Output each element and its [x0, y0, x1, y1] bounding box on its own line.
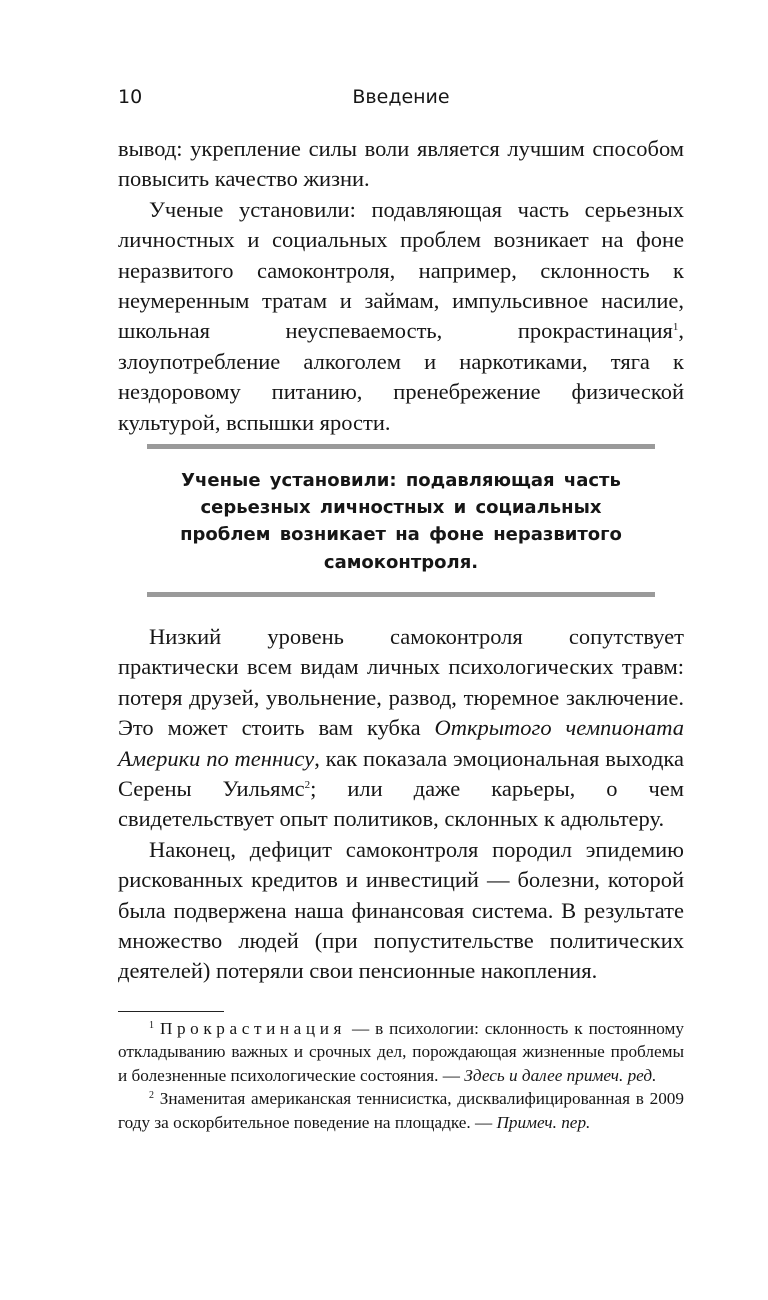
paragraph-continuation: вывод: укрепление силы воли является лучшим способом повысить качество жизни.: [118, 136, 684, 192]
footnote-2: $^2$ Знаменитая американская теннисистка, дисквалифицированная в 2009 году за оскорбительное поведение на площадке. — Примеч. пер.: [118, 1089, 684, 1132]
pullquote: [147, 467, 655, 576]
pullquote-line: самоконтроля.: [323, 551, 479, 573]
page-header: [118, 86, 684, 114]
paragraph-low-selfcontrol: Низкий уровень самоконтроля сопутствует практически всем видам личных психологических травм: потеря друзей, увольнение, развод, тюремное заключение. Это может стоить вам кубка Открытого чемпионата Америки по теннису, как показала эмоциональная выходка Серены Уильямс$^2$; или даже карьеры, о чем свидетельствует опыт политиков, склонных к адюльтеру.: [118, 624, 684, 832]
footnote-term: Прокрастинация: [159, 1019, 346, 1038]
pullquote-line: Ученые установили: подавляющая часть: [181, 470, 621, 491]
pullquote-line: серьезных личностных и социальных: [200, 497, 602, 519]
footnote-ref-1: 1: [672, 321, 679, 334]
paragraph-finance: Наконец, дефицит самоконтроля породил эпидемию рискованных кредитов и инвестиций — болезни, которой была подвержена наша финансовая система. В результате множество людей (при попустительстве политических деятелей) потеряли свои пенсионные накопления.: [118, 836, 684, 984]
page-number: 10: [118, 86, 143, 108]
pullquote-rule-top: [147, 444, 655, 449]
pullquote-line: проблем возникает на фоне неразвитого: [180, 524, 622, 546]
running-title: Введение: [352, 86, 450, 108]
text-block-top: [118, 134, 684, 438]
footnote-separator: [118, 1011, 224, 1012]
footnotes: [118, 1017, 684, 1134]
text-block-bottom: [118, 622, 684, 987]
italic-title: Открытого чемпионата Америки по теннису: [118, 715, 684, 771]
footnote-ref-2: 2: [304, 779, 311, 792]
paragraph-problems: Ученые установили: подавляющая часть серьезных личностных и социальных проблем возникает на фоне неразвитого самоконтроля, например, склонность к неумеренным тратам и займам, импульсивное насилие, школьная неуспеваемость, прокрастинация$^1$, злоупотребление алкоголем и наркотиками, тяга к нездоровому питанию, пренебрежение физической культурой, вспышки ярости.: [118, 196, 684, 435]
footnote-1: $^1$ Прокрастинация — в психологии: склонность к постоянному откладыванию важных и срочных дел, порождающая жизненные проблемы и болезненные психологические состояния. — Здесь и далее примеч. ред.: [118, 1019, 685, 1085]
pullquote-rule-bottom: [147, 592, 655, 597]
